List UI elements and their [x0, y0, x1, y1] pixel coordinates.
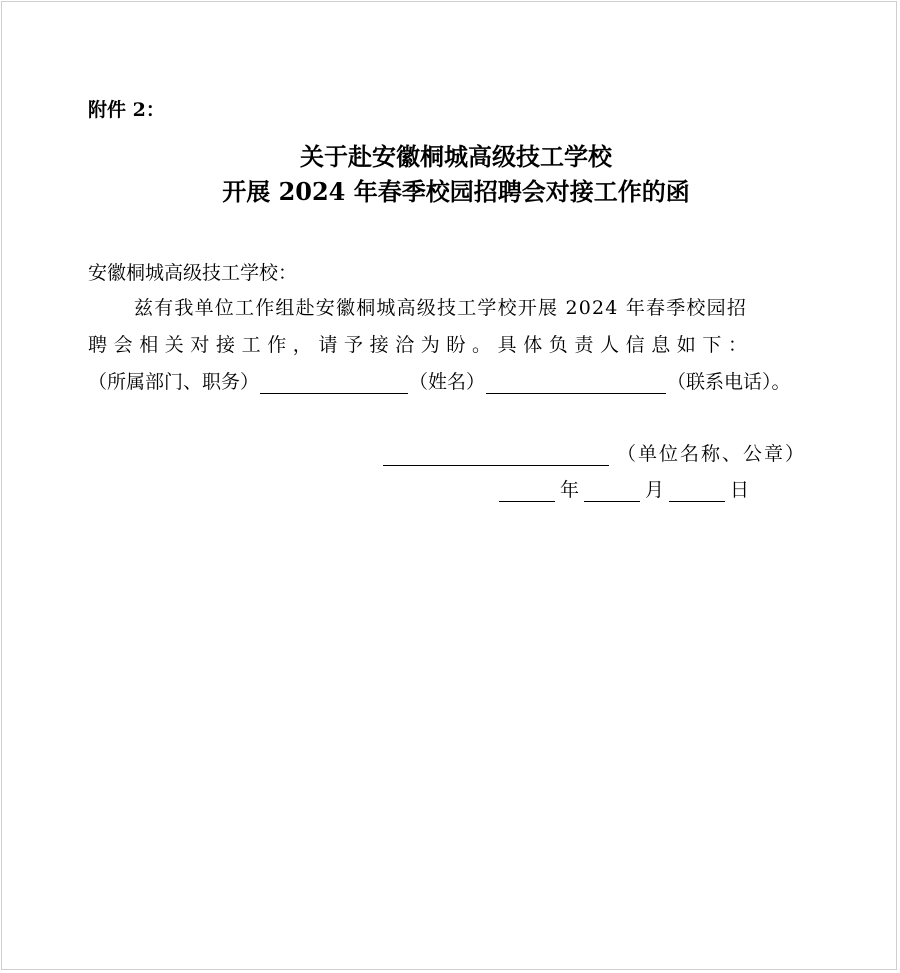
day-label: 日: [730, 479, 750, 501]
department-position-label: （所属部门、职务）: [88, 371, 260, 393]
year-label: 年: [560, 479, 580, 501]
unit-seal-blank[interactable]: [383, 445, 609, 466]
paragraph-line-1: 兹有我单位工作组赴安徽桐城高级技工学校开展 2024 年春季校园招: [134, 297, 748, 319]
document-title-line-1: 关于赴安徽桐城高级技工学校: [300, 142, 612, 171]
name-blank[interactable]: [486, 373, 666, 394]
attachment-label: 附件 2：: [88, 99, 165, 121]
day-blank[interactable]: [669, 481, 725, 502]
signature-row: [382, 442, 806, 466]
month-label: 月: [645, 479, 665, 501]
department-position-blank[interactable]: [260, 373, 408, 394]
contact-info-line: [88, 370, 791, 394]
unit-seal-label: （单位名称、公章）: [617, 443, 807, 465]
year-blank[interactable]: [499, 481, 555, 502]
document-title-line-2: 开展 2024 年春季校园招聘会对接工作的函: [222, 177, 690, 206]
phone-label: （联系电话）。: [667, 371, 791, 393]
salutation: 安徽桐城高级技工学校：: [88, 262, 298, 284]
month-blank[interactable]: [584, 481, 640, 502]
paragraph-line-2: 聘会相关对接工作，请予接洽为盼。具体负责人信息如下：: [88, 334, 754, 356]
document-page: [1, 1, 897, 970]
date-row: [498, 478, 753, 502]
name-label: （姓名）: [409, 371, 486, 393]
